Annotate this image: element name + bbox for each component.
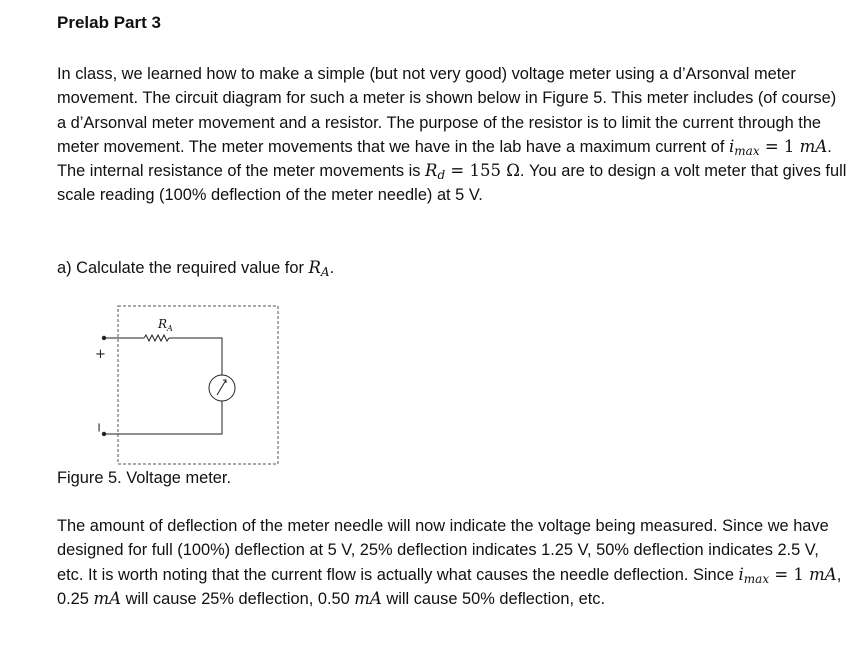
page-title: Prelab Part 3 bbox=[57, 13, 161, 32]
meter-enclosure-box bbox=[118, 306, 278, 464]
intro-text-2: . The internal resistance of the meter movements is bbox=[57, 137, 832, 181]
resistor-label: $R_A$ bbox=[158, 317, 173, 333]
intro-text-1: In class, we learned how to make a simple (but not very good) voltage meter using a d’Arsonval meter movement. The circuit diagram for such a meter is shown below in Figure 5. This meter includes (of course) a d’Arsonval meter movement and a resistor. The purpose of the resistor is to limit the current through the meter movement. The meter movements that we have in the lab have a maximum current of bbox=[57, 65, 837, 156]
intro-paragraph bbox=[57, 62, 847, 208]
meter-movement-symbol bbox=[209, 375, 235, 401]
voltage-meter-circuit-diagram bbox=[90, 296, 285, 471]
deflection-paragraph: The amount of deflection of the meter needle will now indicate the voltage being measured. Since we have designed for full (100%) deflection at 5 V, 25% deflection indicates 1.25 V, 50% deflection indicates 2.5 V, etc. It is worth noting that the current flow is actually what causes the needle deflection. Since $i_{max} = 1$ mA, 0.25 mA will cause 25% deflection, 0.50 mA will cause 50% deflection, etc. bbox=[57, 517, 842, 608]
right-wire-top bbox=[169, 338, 222, 375]
imax-equation-2: $i_{max} = 1$ mA bbox=[738, 564, 837, 586]
rd-equation: $R_d = 155$ Ω bbox=[425, 161, 520, 183]
imax-equation: $i_{max} = 1$ mA bbox=[729, 136, 828, 158]
intro-text-3: . You are to design a volt meter that gives full scale reading (100% deflection of the meter needle) at 5 V. bbox=[57, 162, 847, 205]
minus-label: − bbox=[91, 422, 106, 433]
positive-terminal bbox=[102, 336, 106, 340]
unit-ma-1: mA bbox=[93, 588, 122, 608]
plus-label: + bbox=[95, 347, 106, 362]
unit-ma-2: mA bbox=[354, 588, 382, 608]
resistor-ra bbox=[144, 335, 169, 341]
figure-caption: Figure 5. Voltage meter. bbox=[57, 469, 232, 487]
question-a: a) Calculate the required value for $R_A$. bbox=[57, 258, 335, 279]
deflection-text-1: The amount of deflection of the meter needle will now indicate the voltage being measured. Since we have designed for full (100%) deflection at 5 V, 25% deflection indicates 1.25 V, 50% deflection indicates 2.5 V, etc. It is worth noting that the current flow is actually what causes the needle deflection. Since bbox=[57, 517, 829, 584]
ra-variable: $R_A$ bbox=[308, 258, 330, 279]
right-wire-bottom bbox=[104, 401, 222, 434]
